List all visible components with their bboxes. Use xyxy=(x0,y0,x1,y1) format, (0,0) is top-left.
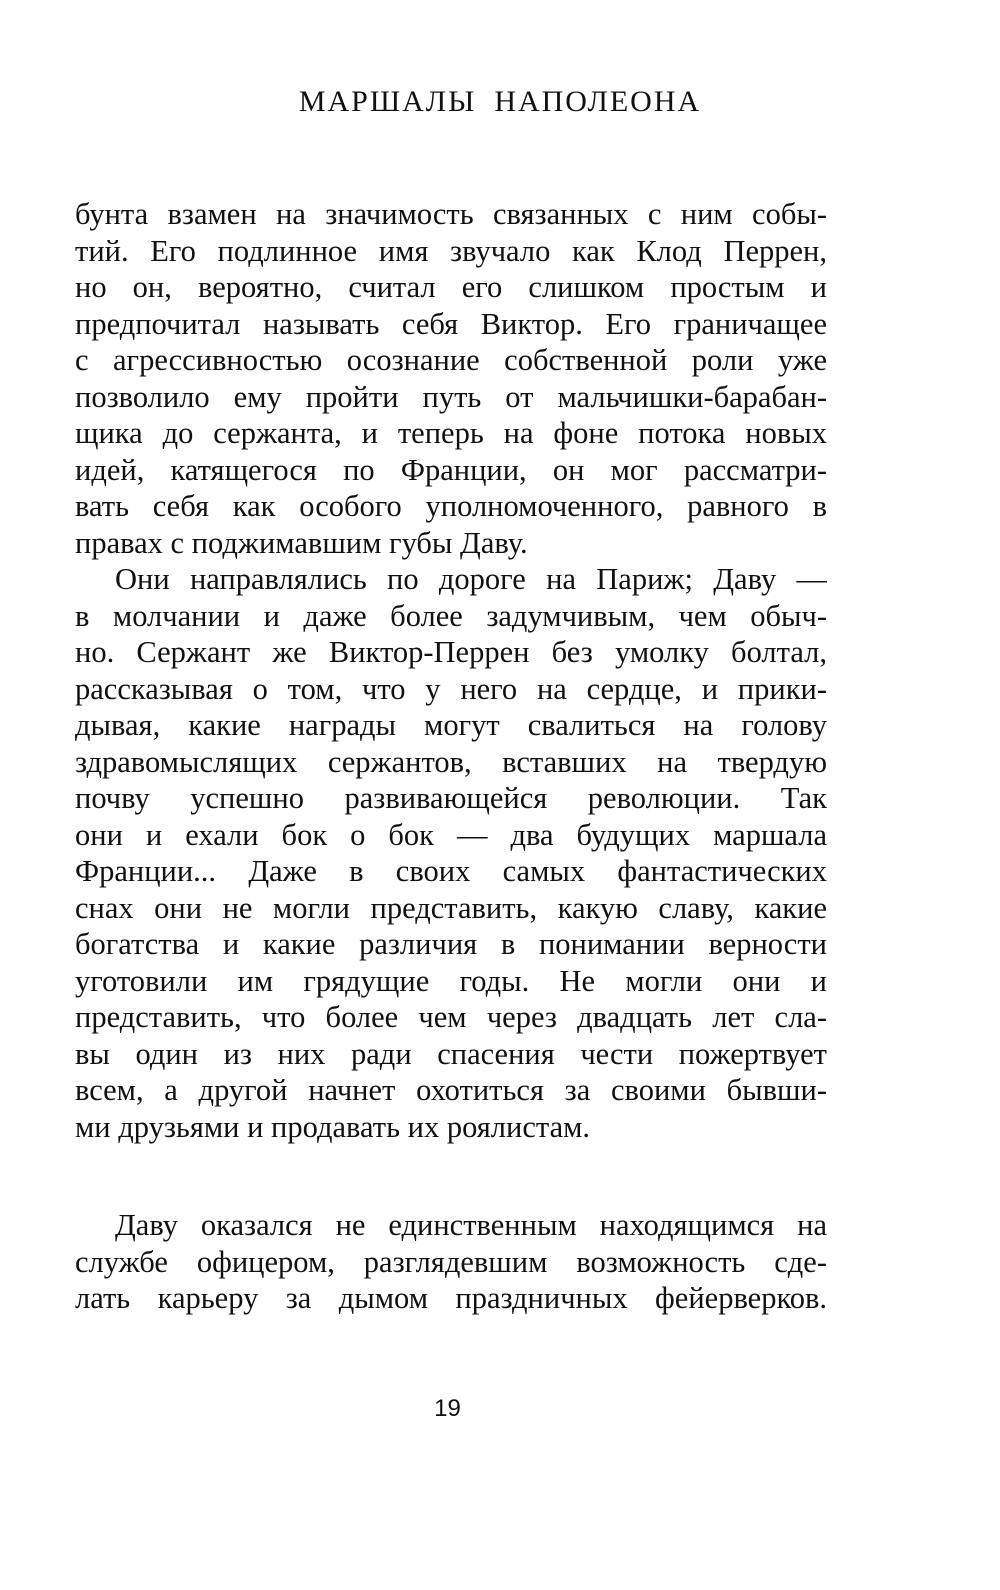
text-line: Они направлялись по дороге на Париж; Даву — xyxy=(115,562,827,596)
text-line: вать себя как особого уполномоченного, равного в xyxy=(75,489,827,523)
text-line: всем, а другой начнет охотиться за своими бывши- xyxy=(75,1073,827,1107)
text-line: тий. Его подлинное имя звучало как Клод Перрен, xyxy=(75,233,827,268)
text-line: правах с поджимавшим губы Даву. xyxy=(75,525,528,560)
text-line: но. Сержант же Виктор-Перрен без умолку болтал, xyxy=(75,635,827,669)
text-line: идей, катящегося по Франции, он мог рассматри- xyxy=(75,452,827,487)
running-head xyxy=(0,82,1000,122)
text-line: снах они не могли представить, какую славу, какие xyxy=(75,890,827,925)
text-line: Даву оказался не единственным находящимся на xyxy=(115,1208,827,1242)
running-head-word-2: НАПОЛЕОНА xyxy=(494,85,702,118)
text-line: дывая, какие награды могут свалиться на голову xyxy=(75,708,827,742)
text-line: представить, что более чем через двадцать лет сла- xyxy=(75,1000,827,1034)
running-head-word-1: МАРШАЛЫ xyxy=(298,85,477,118)
text-line: но он, вероятно, считал его слишком простым и xyxy=(75,270,827,304)
text-line: богатства и какие различия в понимании верности xyxy=(75,927,827,961)
text-line: службе офицером, разглядевшим возможность сде- xyxy=(75,1244,827,1279)
text-line: здравомыслящих сержантов, вставших на твердую xyxy=(75,744,827,779)
text-line: они и ехали бок о бок — два будущих маршала xyxy=(75,817,827,852)
text-line: лать карьеру за дымом праздничных фейерверков. xyxy=(75,1281,827,1315)
text-line: с агрессивностью осознание собственной роли уже xyxy=(75,343,827,377)
text-line: рассказывая о том, что у него на сердце, и прики- xyxy=(75,671,827,706)
text-line: Франции... Даже в своих самых фантастических xyxy=(75,854,827,888)
text-line: уготовили им грядущие годы. Не могли они и xyxy=(75,963,827,998)
page-number: 19 xyxy=(434,1395,461,1422)
text-line: вы один из них ради спасения чести пожертвует xyxy=(75,1036,827,1071)
text-line: предпочитал называть себя Виктор. Его граничащее xyxy=(75,306,827,341)
text-line: в молчании и даже более задумчивым, чем обыч- xyxy=(75,598,827,633)
text-line: щика до сержанта, и теперь на фоне потока новых xyxy=(75,416,827,450)
text-line: ми друзьями и продавать их роялистам. xyxy=(75,1109,591,1144)
text-line: бунта взамен на значимость связанных с ним собы- xyxy=(75,197,827,231)
text-line: позволило ему пройти путь от мальчишки-барабан- xyxy=(75,379,827,414)
text-line: почву успешно развивающейся революции. Так xyxy=(75,781,827,815)
